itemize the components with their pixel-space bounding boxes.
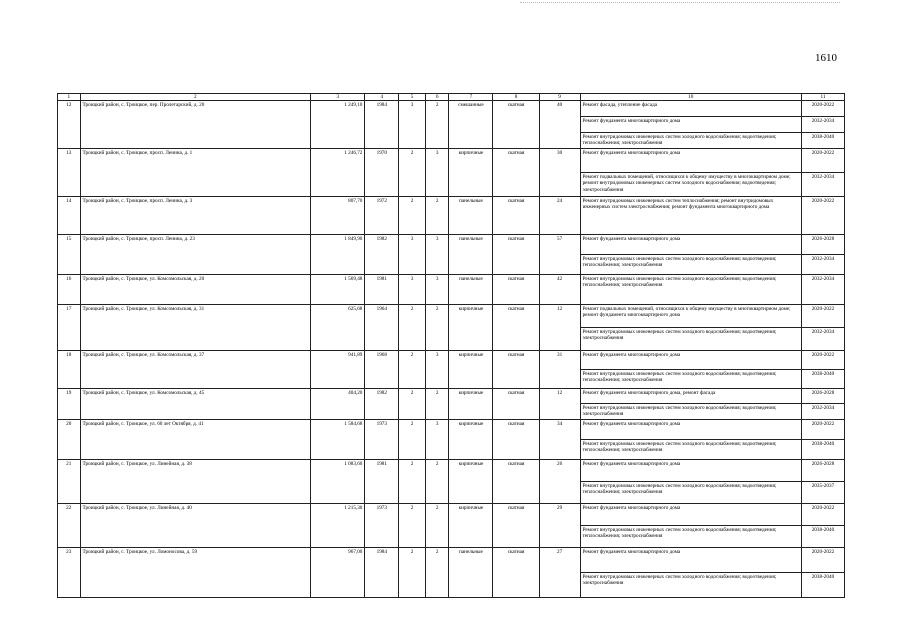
row-number: 16 [58,275,81,305]
row-number: 20 [58,419,81,459]
entrances: 2 [425,305,449,351]
work-period: 2038-2040 [801,439,844,459]
work-description: Ремонт внутридомовых инженерных систем холодного водоснабжения; водоотведения; электроснабжения [580,328,801,351]
address: Троицкий район, с. Троицкое, просп. Ленина, д. 1 [80,149,311,197]
floors: 2 [399,149,426,197]
roof-type: скатная [493,419,539,459]
column-number: 5 [399,94,426,101]
entrances: 2 [425,459,449,503]
work-period: 2032-2034 [801,404,844,419]
address: Троицкий район, с. Троицкое, ул. Комсомольская, д. 20 [80,275,311,305]
column-number: 8 [493,94,539,101]
total-area: 807,70 [311,197,365,235]
apartments: 12 [539,305,580,351]
wall-material: кирпичные [449,149,493,197]
column-number-row [58,94,845,101]
column-number: 1 [58,94,81,101]
apartments: 12 [539,389,580,419]
row-number: 15 [58,235,81,275]
apartments: 40 [539,101,580,149]
apartments: 27 [539,547,580,597]
wall-material: кирпичные [449,419,493,459]
work-period: 2032-2034 [801,255,844,275]
column-number: 11 [801,94,844,101]
column-number: 4 [365,94,399,101]
work-period: 2032-2034 [801,328,844,351]
build-year: 1964 [365,305,399,351]
build-year: 1972 [365,197,399,235]
column-number: 2 [80,94,311,101]
address: Троицкий район, с. Троицкое, пер. Пролетарский, д. 20 [80,101,311,149]
roof-type: скатная [493,149,539,197]
wall-material: кирпичные [449,459,493,503]
address: Троицкий район, с. Троицкое, просп. Ленина, д. 23 [80,235,311,275]
work-period: 2038-2040 [801,133,844,149]
roof-type: скатная [493,459,539,503]
work-description: Ремонт внутридомовых инженерных систем холодного водоснабжения; водоотведения; теплоснабжения; электроснабжения [580,370,801,389]
work-description: Ремонт фундамента многоквартирного дома [580,503,801,525]
roof-type: скатная [493,275,539,305]
row-number: 21 [58,459,81,503]
work-description: Ремонт фундамента многоквартирного дома [580,351,801,370]
work-description: Ремонт фундамента многоквартирного дома [580,235,801,255]
total-area: 941,89 [311,351,365,389]
work-description: Ремонт фасада, утепление фасада [580,101,801,117]
work-description: Ремонт внутридомовых инженерных систем теплоснабжения; ремонт внутридомовых инженерных систем электроснабжения; ремонт фундамента многоквартирного дома [580,197,801,235]
entrances: 2 [425,503,449,547]
total-area: 1 569,48 [311,275,365,305]
build-year: 1968 [365,351,399,389]
apartments: 34 [539,419,580,459]
floors: 3 [399,235,426,275]
build-year: 1984 [365,547,399,597]
wall-material: смешанные [449,101,493,149]
build-year: 1982 [365,389,399,419]
build-year: 1973 [365,503,399,547]
build-year: 1973 [365,419,399,459]
roof-type: скатная [493,305,539,351]
work-description: Ремонт внутридомовых инженерных систем холодного водоснабжения; водоотведения; теплоснабжения; электроснабжения [580,255,801,275]
work-description: Ремонт внутридомовых инженерных систем холодного водоснабжения; водоотведения; теплоснабжения; электроснабжения [580,133,801,149]
work-description: Ремонт фундамента многоквартирного дома [580,419,801,439]
column-number: 3 [311,94,365,101]
address: Троицкий район, с. Троицкое, ул. Комсомольская, д. 31 [80,305,311,351]
entrances: 3 [425,419,449,459]
table-row [58,503,845,525]
apartments: 24 [539,197,580,235]
work-description: Ремонт фундамента многоквартирного дома, ремонт фасада [580,389,801,404]
wall-material: панельные [449,235,493,275]
work-period: 2035-2037 [801,481,844,503]
wall-material: кирпичные [449,305,493,351]
wall-material: кирпичные [449,389,493,419]
apartments: 42 [539,275,580,305]
floors: 2 [399,503,426,547]
work-description: Ремонт подвальных помещений, относящихся к общему имуществу в многоквартирном доме; ремонт фундамента многоквартирного дома [580,305,801,328]
work-period: 2026-2028 [801,389,844,404]
wall-material: кирпичные [449,503,493,547]
entrances: 2 [425,389,449,419]
row-number: 17 [58,305,81,351]
floors: 2 [399,305,426,351]
row-number: 23 [58,547,81,597]
total-area: 1 215,30 [311,503,365,547]
address: Троицкий район, с. Троицкое, ул. Комсомольская, д. 37 [80,351,311,389]
roof-type: скатная [493,503,539,547]
total-area: 1 246,72 [311,149,365,197]
column-number: 10 [580,94,801,101]
build-year: 1981 [365,275,399,305]
address: Троицкий район, с. Троицкое, ул. Линейная, д. 38 [80,459,311,503]
address: Троицкий район, с. Троицкое, ул. 60 лет Октября, д. 41 [80,419,311,459]
work-period: 2020-2022 [801,547,844,572]
work-period: 2020-2022 [801,503,844,525]
total-area: 1 083,60 [311,459,365,503]
work-description: Ремонт внутридомовых инженерных систем холодного водоснабжения; водоотведения; теплоснабжения; электроснабжения [580,525,801,547]
work-period: 2032-2034 [801,275,844,305]
work-period: 2032-2034 [801,173,844,197]
work-description: Ремонт внутридомовых инженерных систем холодного водоснабжения; водоотведения; электроснабжения [580,572,801,597]
work-period: 2026-2028 [801,235,844,255]
total-area: 1 584,68 [311,419,365,459]
roof-type: скатная [493,197,539,235]
row-number: 18 [58,351,81,389]
page-number: 1610 [815,52,837,64]
entrances: 3 [425,275,449,305]
work-description: Ремонт фундамента многоквартирного дома [580,149,801,173]
floors: 2 [399,351,426,389]
address: Троицкий район, с. Троицкое, ул. Ломоносова, д. 59 [80,547,311,597]
entrances: 2 [425,101,449,149]
total-area: 625,68 [311,305,365,351]
table-row [58,547,845,572]
work-description: Ремонт фундамента многоквартирного дома [580,459,801,481]
entrances: 3 [425,235,449,275]
roof-type: скатная [493,547,539,597]
work-period: 2020-2022 [801,419,844,439]
row-number: 12 [58,101,81,149]
work-period: 2020-2022 [801,101,844,117]
address: Троицкий район, с. Троицкое, ул. Линейная, д. 40 [80,503,311,547]
table-row [58,459,845,481]
apartments: 31 [539,351,580,389]
row-number: 13 [58,149,81,197]
column-number: 6 [425,94,449,101]
apartments: 30 [539,149,580,197]
work-period: 2038-2040 [801,572,844,597]
floors: 2 [399,389,426,419]
total-area: 967,00 [311,547,365,597]
roof-type: скатная [493,101,539,149]
wall-material: панельные [449,197,493,235]
table-row [58,351,845,370]
wall-material: кирпичные [449,351,493,389]
work-description: Ремонт внутридомовых инженерных систем холодного водоснабжения; водоотведения; электроснабжения [580,404,801,419]
work-description: Ремонт подвальных помещений, относящихся к общему имуществу в многоквартирном доме; ремонт внутридомовых инженерных систем холодного водоснабжения; водоотведения; электроснабжения [580,173,801,197]
work-period: 2038-2040 [801,525,844,547]
scan-artifact-line [520,2,840,4]
floors: 2 [399,197,426,235]
table-row [58,275,845,305]
floors: 3 [399,101,426,149]
entrances: 3 [425,149,449,197]
total-area: 1 849,90 [311,235,365,275]
work-description: Ремонт внутридомовых инженерных систем холодного водоснабжения; водоотведения; теплоснабжения; электроснабжения [580,275,801,305]
address: Троицкий район, с. Троицкое, просп. Ленина, д. 3 [80,197,311,235]
total-area: 404,20 [311,389,365,419]
table-row [58,419,845,439]
work-period: 2020-2022 [801,351,844,370]
roof-type: скатная [493,351,539,389]
address: Троицкий район, с. Троицкое, ул. Комсомольская, д. 45 [80,389,311,419]
wall-material: панельные [449,547,493,597]
housing-repair-table [57,93,845,598]
column-number: 7 [449,94,493,101]
column-number: 9 [539,94,580,101]
entrances: 3 [425,351,449,389]
work-period: 2026-2028 [801,459,844,481]
work-description: Ремонт внутридомовых инженерных систем холодного водоснабжения; водоотведения; теплоснабжения; электроснабжения [580,481,801,503]
table-row [58,101,845,117]
work-description: Ремонт фундамента многоквартирного дома [580,117,801,133]
entrances: 2 [425,197,449,235]
row-number: 19 [58,389,81,419]
work-period: 2020-2022 [801,149,844,173]
floors: 2 [399,547,426,597]
work-description: Ремонт фундамента многоквартирного дома [580,547,801,572]
work-period: 2038-2040 [801,370,844,389]
floors: 3 [399,275,426,305]
roof-type: скатная [493,235,539,275]
build-year: 1981 [365,459,399,503]
apartments: 29 [539,503,580,547]
apartments: 26 [539,459,580,503]
row-number: 22 [58,503,81,547]
build-year: 1984 [365,101,399,149]
work-period: 2020-2022 [801,197,844,235]
floors: 2 [399,419,426,459]
build-year: 1982 [365,235,399,275]
build-year: 1970 [365,149,399,197]
table-row [58,305,845,328]
table-row [58,389,845,404]
floors: 2 [399,459,426,503]
apartments: 57 [539,235,580,275]
table-row [58,235,845,255]
entrances: 2 [425,547,449,597]
work-period: 2032-2034 [801,117,844,133]
work-description: Ремонт внутридомовых инженерных систем холодного водоснабжения; водоотведения; теплоснабжения; электроснабжения [580,439,801,459]
table-row [58,149,845,173]
table-row [58,197,845,235]
work-period: 2020-2022 [801,305,844,328]
total-area: 1 249,10 [311,101,365,149]
wall-material: панельные [449,275,493,305]
row-number: 14 [58,197,81,235]
roof-type: скатная [493,389,539,419]
